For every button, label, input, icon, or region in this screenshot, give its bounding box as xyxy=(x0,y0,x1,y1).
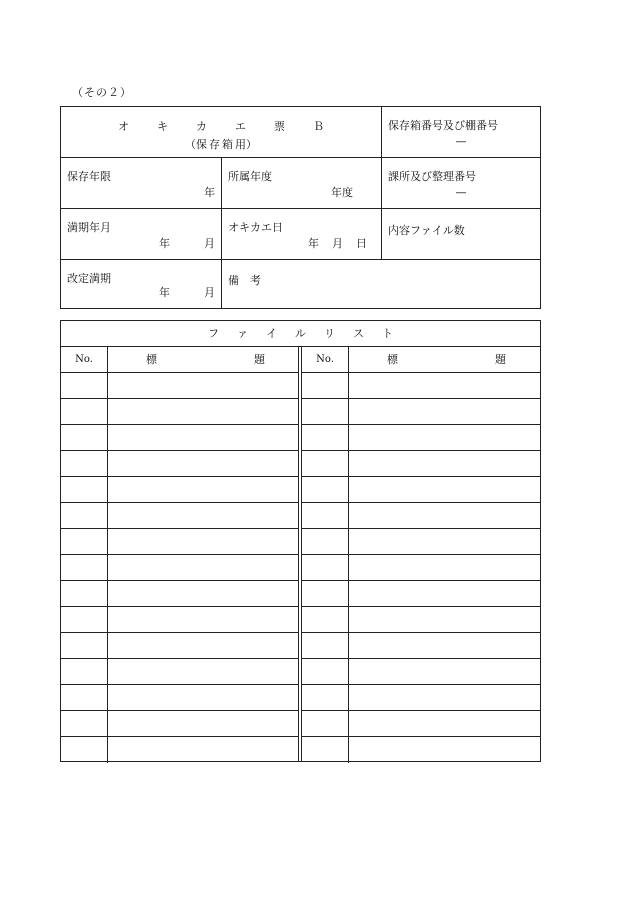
row-title-cell[interactable] xyxy=(349,633,540,658)
row-title-cell[interactable] xyxy=(108,399,299,424)
row-no-cell[interactable] xyxy=(302,529,349,554)
okikae-date-year-unit: 年 xyxy=(308,237,319,250)
file-list-header-left xyxy=(61,347,299,373)
box-shelf-number-value: — xyxy=(455,135,467,148)
table-row xyxy=(302,425,540,451)
table-row xyxy=(302,685,540,711)
form-title-char: キ xyxy=(157,120,168,133)
row-title-cell[interactable] xyxy=(349,451,540,476)
row-no-cell[interactable] xyxy=(61,633,108,658)
table-row xyxy=(302,581,540,607)
row-no-cell[interactable] xyxy=(302,425,349,450)
fiscal-year-unit: 年度 xyxy=(331,186,353,199)
column-header-title-char-2: 題 xyxy=(254,353,265,366)
table-row xyxy=(61,685,299,711)
column-header-title xyxy=(108,347,299,372)
revised-expiry-month-unit: 月 xyxy=(204,286,215,299)
table-row xyxy=(61,581,299,607)
table-row xyxy=(302,633,540,659)
fiscal-year-cell xyxy=(221,157,381,208)
row-no-cell[interactable] xyxy=(302,555,349,580)
form-title-char: エ xyxy=(235,120,246,133)
row-title-cell[interactable] xyxy=(349,685,540,710)
table-row xyxy=(61,503,299,529)
table-row xyxy=(61,607,299,633)
row-title-cell[interactable] xyxy=(349,737,540,763)
okikae-date-month-unit: 月 xyxy=(332,237,343,250)
retention-period-label: 保存年限 xyxy=(67,170,111,183)
revised-expiry-year-unit: 年 xyxy=(159,286,170,299)
table-row xyxy=(302,399,540,425)
file-list-left-half xyxy=(61,347,299,761)
expiry-date-label: 満期年月 xyxy=(67,221,111,234)
table-row xyxy=(302,477,540,503)
expiry-date-month-unit: 月 xyxy=(204,237,215,250)
row-title-cell[interactable] xyxy=(349,399,540,424)
content-file-count-label: 内容ファイル数 xyxy=(388,224,465,237)
row-title-cell[interactable] xyxy=(108,529,299,554)
row-no-cell[interactable] xyxy=(61,685,108,710)
remarks-label: 備 考 xyxy=(228,274,261,287)
row-title-cell[interactable] xyxy=(108,477,299,502)
row-no-cell[interactable] xyxy=(302,607,349,632)
table-row xyxy=(302,503,540,529)
file-list-header-right xyxy=(302,347,540,373)
form-title-char: 票 xyxy=(274,120,285,133)
row-title-cell[interactable] xyxy=(108,373,299,398)
column-header-no: No. xyxy=(302,347,349,372)
form-title xyxy=(61,118,381,134)
row-no-cell[interactable] xyxy=(302,581,349,606)
row-title-cell[interactable] xyxy=(108,425,299,450)
table-row xyxy=(61,711,299,737)
okikae-date-day-unit: 日 xyxy=(356,237,367,250)
okikae-date-cell xyxy=(221,208,381,259)
table-row xyxy=(61,529,299,555)
row-title-cell[interactable] xyxy=(349,425,540,450)
row-title-cell[interactable] xyxy=(349,659,540,684)
table-row xyxy=(61,737,299,763)
file-list-title-char: ト xyxy=(382,327,393,340)
file-list-title-char: フ xyxy=(208,327,219,340)
form-subtitle-char: 箱 xyxy=(222,138,233,151)
row-title-cell[interactable] xyxy=(349,529,540,554)
row-no-cell[interactable] xyxy=(302,451,349,476)
form-title-char: Ｂ xyxy=(313,120,324,133)
table-row xyxy=(302,373,540,399)
retention-period-cell xyxy=(61,157,221,208)
box-shelf-number-cell xyxy=(381,107,540,157)
document-label: （その２） xyxy=(72,86,132,99)
row-no-cell[interactable] xyxy=(61,529,108,554)
row-title-cell[interactable] xyxy=(349,373,540,398)
row-no-cell[interactable] xyxy=(302,503,349,528)
form-title-char: カ xyxy=(196,120,207,133)
file-list-rows-right xyxy=(302,373,540,763)
row-no-cell[interactable] xyxy=(61,399,108,424)
row-title-cell[interactable] xyxy=(108,607,299,632)
row-title-cell[interactable] xyxy=(349,477,540,502)
row-no-cell[interactable] xyxy=(61,451,108,476)
row-no-cell[interactable] xyxy=(61,581,108,606)
file-list-right-half xyxy=(302,347,540,761)
form-title-char: オ xyxy=(118,120,129,133)
revised-expiry-cell xyxy=(61,259,221,308)
box-shelf-number-label: 保存箱番号及び棚番号 xyxy=(388,119,498,132)
row-no-cell[interactable] xyxy=(61,425,108,450)
table-row xyxy=(61,659,299,685)
table-row xyxy=(302,529,540,555)
row-title-cell[interactable] xyxy=(108,503,299,528)
row-no-cell[interactable] xyxy=(302,373,349,398)
table-row xyxy=(302,659,540,685)
table-row xyxy=(61,373,299,399)
table-row xyxy=(302,555,540,581)
column-header-title-char-1: 標 xyxy=(387,353,398,366)
row-no-cell[interactable] xyxy=(61,503,108,528)
content-file-count-cell xyxy=(381,208,540,259)
table-row xyxy=(61,477,299,503)
row-no-cell[interactable] xyxy=(302,711,349,736)
row-no-cell[interactable] xyxy=(61,607,108,632)
row-no-cell[interactable] xyxy=(302,737,349,763)
row-title-cell[interactable] xyxy=(108,581,299,606)
section-number-label: 課所及び整理番号 xyxy=(388,170,476,183)
row-no-cell[interactable] xyxy=(61,711,108,736)
fiscal-year-label: 所属年度 xyxy=(228,170,272,183)
row-title-cell[interactable] xyxy=(108,685,299,710)
row-no-cell[interactable] xyxy=(61,477,108,502)
table-row xyxy=(61,399,299,425)
expiry-date-year-unit: 年 xyxy=(159,237,170,250)
file-list-title-char: リ xyxy=(324,327,335,340)
column-header-title-char-2: 題 xyxy=(495,353,506,366)
table-row xyxy=(302,711,540,737)
table-row xyxy=(61,425,299,451)
row-no-cell[interactable] xyxy=(61,659,108,684)
row-no-cell[interactable] xyxy=(302,685,349,710)
file-list-title-char: ァ xyxy=(237,327,248,340)
row-title-cell[interactable] xyxy=(108,451,299,476)
row-no-cell[interactable] xyxy=(61,373,108,398)
row-title-cell[interactable] xyxy=(108,711,299,736)
file-list-title-char: ス xyxy=(353,327,364,340)
file-list-table xyxy=(60,320,541,762)
column-header-no: No. xyxy=(61,347,108,372)
table-row xyxy=(61,633,299,659)
form-subtitle xyxy=(61,136,381,152)
section-number-value: — xyxy=(455,186,467,199)
form-subtitle-char: 存 xyxy=(209,138,220,151)
row-no-cell[interactable] xyxy=(302,633,349,658)
row-title-cell[interactable] xyxy=(349,503,540,528)
file-list-title-char: イ xyxy=(266,327,277,340)
row-no-cell[interactable] xyxy=(302,477,349,502)
row-title-cell[interactable] xyxy=(108,737,299,763)
okikae-form-header xyxy=(60,106,541,309)
row-title-cell[interactable] xyxy=(349,555,540,580)
row-no-cell[interactable] xyxy=(61,555,108,580)
form-title-cell xyxy=(61,107,381,157)
row-title-cell[interactable] xyxy=(108,633,299,658)
retention-period-unit: 年 xyxy=(204,186,215,199)
table-row xyxy=(302,607,540,633)
row-title-cell[interactable] xyxy=(349,711,540,736)
form-subtitle-char: 用） xyxy=(235,138,257,151)
section-number-cell xyxy=(381,157,540,208)
row-title-cell[interactable] xyxy=(349,581,540,606)
row-no-cell[interactable] xyxy=(302,399,349,424)
table-row xyxy=(61,555,299,581)
row-no-cell[interactable] xyxy=(302,659,349,684)
column-header-title xyxy=(349,347,540,372)
file-list-title-char: ル xyxy=(295,327,306,340)
okikae-date-label: オキカエ日 xyxy=(228,221,283,234)
file-list-rows-left xyxy=(61,373,299,763)
row-no-cell[interactable] xyxy=(61,737,108,763)
remarks-cell xyxy=(221,259,540,308)
table-row xyxy=(302,451,540,477)
expiry-date-cell xyxy=(61,208,221,259)
row-title-cell[interactable] xyxy=(108,659,299,684)
table-row xyxy=(302,737,540,763)
file-list-title xyxy=(61,321,540,347)
row-title-cell[interactable] xyxy=(108,555,299,580)
row-title-cell[interactable] xyxy=(349,607,540,632)
table-row xyxy=(61,451,299,477)
column-header-title-char-1: 標 xyxy=(146,353,157,366)
form-subtitle-char: （保 xyxy=(185,138,207,151)
revised-expiry-label: 改定満期 xyxy=(67,272,111,285)
